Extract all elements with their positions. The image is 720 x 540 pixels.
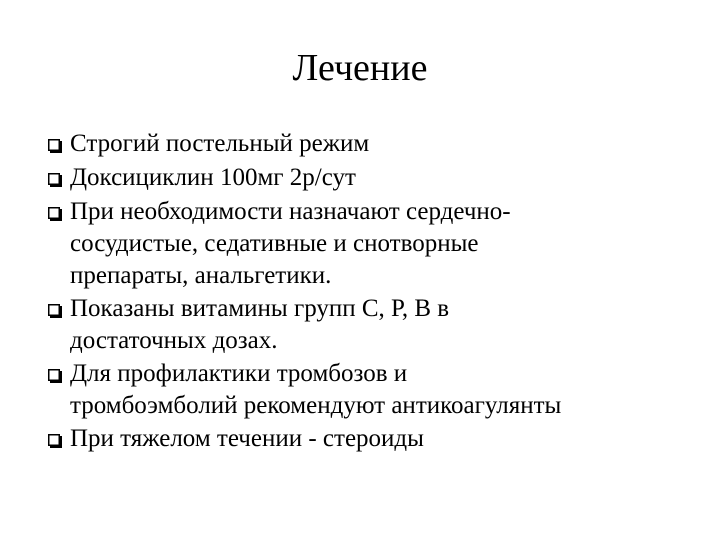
list-item-text: достаточных дозах. [70,327,278,354]
checkbox-square-icon [48,207,62,221]
list-item [46,423,706,455]
list-item-text: сосудистые, седативные и снотворные [70,230,479,257]
list-item-text: Строгий постельный режим [70,130,370,157]
list-item [46,128,706,160]
list-item [46,196,706,292]
slide-title: Лечение [292,47,428,89]
list-item [46,162,706,194]
checkbox-square-icon [48,173,62,187]
list-item-text: При тяжелом течении - стероиды [70,425,424,452]
checkbox-square-icon [48,369,62,383]
checkbox-square-icon [48,304,62,318]
list-item-text: При необходимости назначают сердечно- [70,198,511,225]
checkbox-square-icon [48,434,62,448]
list-item-text: тромбоэмболий рекомендуют антикоагулянты [70,392,562,419]
list-item-text: Показаны витамины групп С, Р, В в [70,295,450,322]
checkbox-square-icon [48,139,62,153]
list-item-text: препараты, анальгетики. [70,262,332,289]
list-item-text: Доксициклин 100мг 2р/сут [70,164,356,191]
bullet-list [46,128,706,457]
list-item [46,358,706,422]
list-item [46,293,706,357]
list-item-text: Для профилактики тромбозов и [70,360,408,387]
